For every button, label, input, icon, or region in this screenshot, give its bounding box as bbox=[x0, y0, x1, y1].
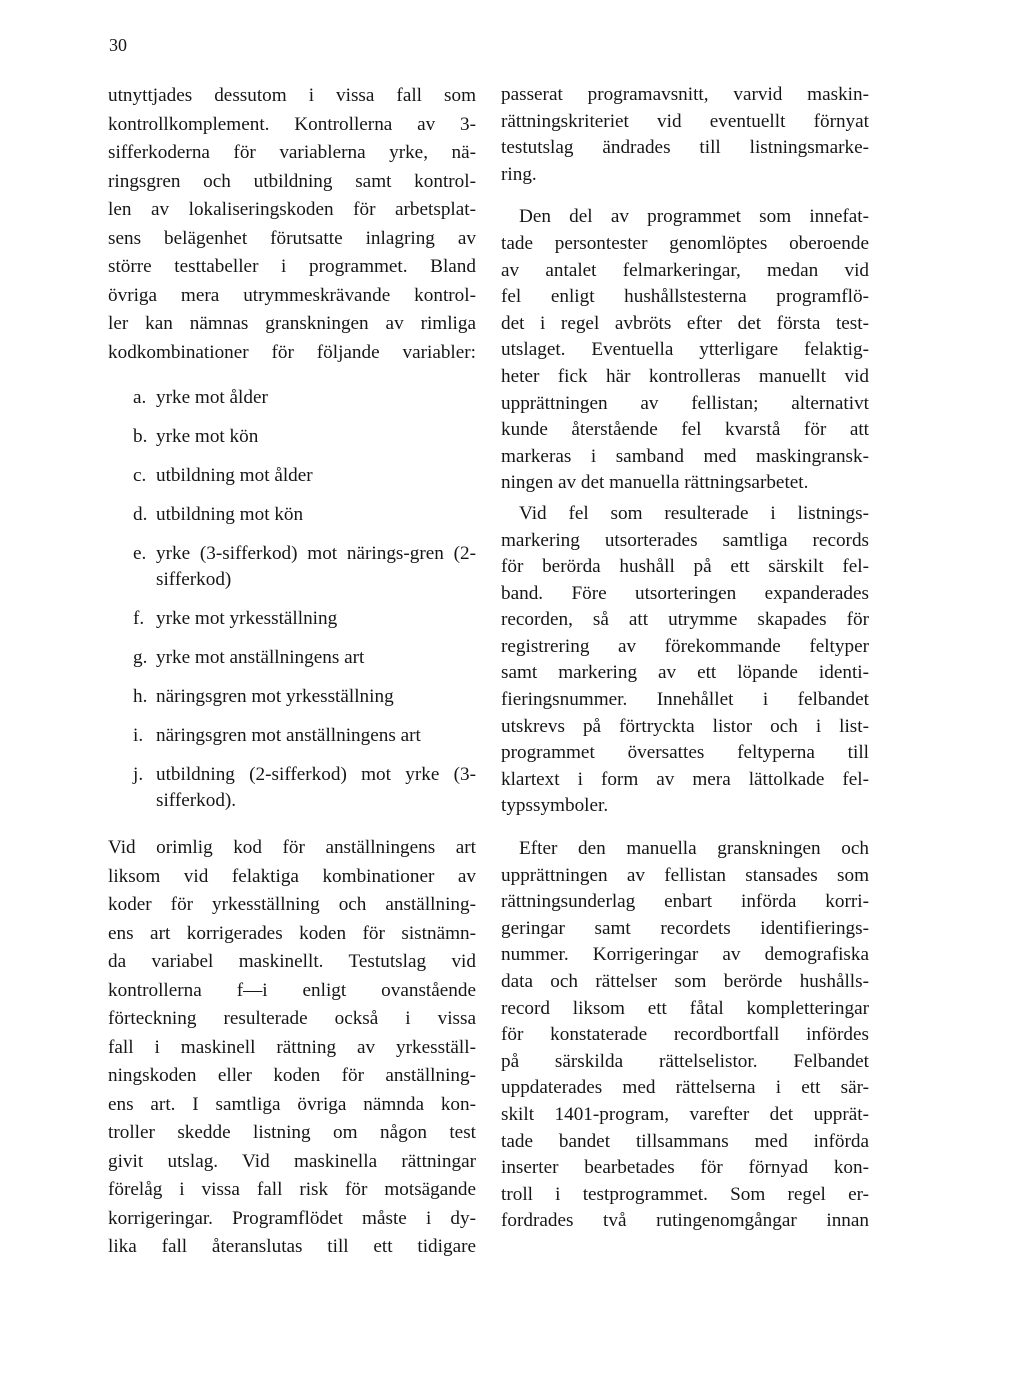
list-marker: g. bbox=[133, 647, 148, 668]
text-line: inserter bearbetades för förnyad kon- bbox=[501, 1157, 869, 1179]
text-line: upprättningen av fellistan; alternativt bbox=[501, 392, 869, 414]
text-line: troller skedde listning om någon test bbox=[108, 1122, 476, 1143]
list-marker: f. bbox=[133, 608, 145, 629]
list-item bbox=[108, 385, 476, 411]
list-marker: c. bbox=[133, 465, 147, 486]
text-line: ler kan nämnas granskningen av rimliga bbox=[108, 313, 476, 334]
list-item bbox=[108, 424, 476, 450]
list-item-text: yrke mot anställningens art bbox=[156, 647, 365, 668]
text-line: programmet översattes feltyperna till bbox=[501, 742, 869, 764]
list-item-text: yrke (3-sifferkod) mot närings-gren (2-sifferkod) bbox=[156, 543, 476, 590]
text-line: Efter den manuella granskningen och bbox=[519, 838, 869, 860]
text-line: övriga mera utrymmeskrävande kontrol- bbox=[108, 284, 476, 306]
list-marker: d. bbox=[133, 504, 148, 525]
text-line: ens art. I samtliga övriga nämnda kon- bbox=[108, 1093, 476, 1115]
list-item bbox=[108, 723, 476, 749]
text-line: fieringsnummer. Innehållet i felbandet bbox=[501, 689, 869, 711]
text-line: kontrollkomplement. Kontrollerna av 3- bbox=[108, 113, 476, 135]
intro-paragraph bbox=[108, 82, 476, 367]
text-line: record liksom ett fåtal kompletteringar bbox=[501, 997, 869, 1019]
text-line: fel enligt hushållstesterna programflö- bbox=[501, 286, 869, 308]
text-line: korrigeringar. Programflödet måste i dy- bbox=[108, 1207, 476, 1229]
list-item bbox=[108, 606, 476, 632]
text-line: registrering av förekommande feltyper bbox=[501, 635, 869, 657]
text-line: klartext i form av mera lättolkade fel- bbox=[501, 768, 869, 790]
list-marker: a. bbox=[133, 387, 147, 408]
text-line: samt markering av ett löpande identi- bbox=[501, 662, 869, 684]
text-line: ningskoden eller koden för anställning- bbox=[108, 1065, 476, 1086]
list-item-text: näringsgren mot yrkesställning bbox=[156, 686, 394, 707]
text-line: skilt 1401-program, varefter det upprät- bbox=[501, 1103, 869, 1125]
text-line: ring. bbox=[501, 163, 537, 185]
list-marker: e. bbox=[133, 543, 147, 564]
body-paragraph bbox=[501, 82, 869, 188]
text-line: rättningsunderlag enbart införda korri- bbox=[501, 891, 869, 913]
text-line: lika fall återanslutas till ett tidigare bbox=[108, 1236, 476, 1257]
list-item-text: näringsgren mot anställningens art bbox=[156, 725, 421, 746]
text-line: fall i maskinell rättning av yrkesställ- bbox=[108, 1036, 476, 1058]
text-line: testutslag ändrades till listningsmarke- bbox=[501, 137, 869, 159]
left-column bbox=[108, 82, 476, 1262]
list-item bbox=[108, 684, 476, 710]
text-line: nummer. Korrigeringar av demografiska bbox=[501, 944, 869, 966]
text-line: ens art korrigerades koden för sistnämn- bbox=[108, 922, 476, 944]
text-line: Vid fel som resulterade i listnings- bbox=[519, 502, 869, 524]
list-marker: h. bbox=[133, 686, 148, 707]
body-paragraph bbox=[501, 204, 869, 497]
text-line: upprättningen av fellistan stansades som bbox=[501, 864, 869, 886]
text-line: större testtabeller i programmet. Bland bbox=[108, 256, 476, 277]
right-column bbox=[501, 82, 869, 1235]
variable-combination-list bbox=[108, 385, 476, 814]
text-line: Vid orimlig kod för anställningens art bbox=[108, 837, 476, 858]
list-item-text: yrke mot yrkesställning bbox=[156, 608, 338, 629]
text-line: fordrades två rutingenomgångar innan bbox=[501, 1210, 869, 1232]
list-item bbox=[108, 762, 476, 814]
body-paragraph bbox=[501, 836, 869, 1235]
list-item-text: yrke mot kön bbox=[156, 426, 259, 447]
text-line: tade persontester genomlöptes oberoende bbox=[501, 232, 869, 254]
text-line: len av lokaliseringskoden för arbetsplat- bbox=[108, 199, 476, 220]
text-line: sens belägenhet förutsatte inlagring av bbox=[108, 227, 476, 249]
text-line: da variabel maskinellt. Testutslag vid bbox=[108, 951, 476, 972]
text-line: ringsgren och utbildning samt kontrol- bbox=[108, 170, 476, 192]
text-line: förelåg i vissa fall risk för motsägande bbox=[108, 1179, 476, 1200]
list-item bbox=[108, 645, 476, 671]
text-line: förteckning resulterade också i vissa bbox=[108, 1008, 476, 1029]
text-line: passerat programavsnitt, varvid maskin- bbox=[501, 84, 869, 105]
text-line: utskrevs på förtryckta listor och i list- bbox=[501, 715, 869, 737]
text-line: recorden, så att utrymme skapades för bbox=[501, 609, 869, 631]
text-line: av antalet felmarkeringar, medan vid bbox=[501, 259, 869, 281]
text-line: data och rättelser som berörde hushålls- bbox=[501, 971, 869, 992]
text-line: heter fick här kontrolleras manuellt vid bbox=[501, 365, 869, 387]
body-paragraph bbox=[108, 834, 476, 1262]
text-line: kunde återstående fel kvarstå för att bbox=[501, 419, 869, 441]
text-line: utslaget. Eventuella ytterligare felaktig- bbox=[501, 339, 869, 361]
list-item bbox=[108, 463, 476, 489]
list-item-text: utbildning mot ålder bbox=[156, 465, 313, 486]
text-line: det i regel avbröts efter det första test- bbox=[501, 312, 869, 334]
text-line: sifferkoderna för variablerna yrke, nä- bbox=[108, 142, 476, 163]
text-line: för konstaterade recordbortfall infördes bbox=[501, 1024, 869, 1046]
list-item-text: utbildning (2-sifferkod) mot yrke (3-sifferkod). bbox=[156, 764, 476, 811]
list-item bbox=[108, 502, 476, 528]
text-line: för berörda hushåll på ett särskilt fel- bbox=[501, 556, 869, 578]
text-line: tade bandet tillsammans med införda bbox=[501, 1130, 869, 1152]
text-line: utnyttjades dessutom i vissa fall som bbox=[108, 85, 476, 106]
list-item-text: yrke mot ålder bbox=[156, 387, 268, 408]
text-line: geringar samt recordets identifierings- bbox=[501, 917, 869, 939]
body-paragraph bbox=[501, 501, 869, 820]
text-line: uppdaterades med rättelserna i ett sär- bbox=[501, 1077, 869, 1099]
text-line: troll i testprogrammet. Som regel er- bbox=[501, 1183, 869, 1205]
text-line: liksom vid felaktiga kombinationer av bbox=[108, 865, 476, 887]
text-line: markeras i samband med maskingransk- bbox=[501, 445, 869, 467]
list-marker: b. bbox=[133, 426, 148, 447]
text-line: Den del av programmet som innefat- bbox=[519, 206, 869, 228]
text-line: markering utsorterades samtliga records bbox=[501, 529, 869, 551]
text-line: kodkombinationer för följande variabler: bbox=[108, 341, 476, 363]
text-line: ningen av det manuella rättningsarbetet. bbox=[501, 472, 809, 494]
list-marker: i. bbox=[133, 725, 144, 746]
page-number: 30 bbox=[109, 35, 127, 55]
text-line: på särskilda rättelselistor. Felbandet bbox=[501, 1050, 869, 1072]
list-item bbox=[108, 541, 476, 593]
text-line: typssymboler. bbox=[501, 795, 609, 817]
text-line: kontrollerna f—i enligt ovanstående bbox=[108, 979, 476, 1001]
text-line: givit utslag. Vid maskinella rättningar bbox=[108, 1150, 476, 1172]
text-line: band. Före utsorteringen expanderades bbox=[501, 582, 869, 604]
list-item-text: utbildning mot kön bbox=[156, 504, 304, 525]
text-line: rättningskriteriet vid eventuellt förnyat bbox=[501, 110, 869, 132]
text-line: koder för yrkesställning och anställning- bbox=[108, 894, 476, 915]
list-marker: j. bbox=[133, 764, 144, 785]
